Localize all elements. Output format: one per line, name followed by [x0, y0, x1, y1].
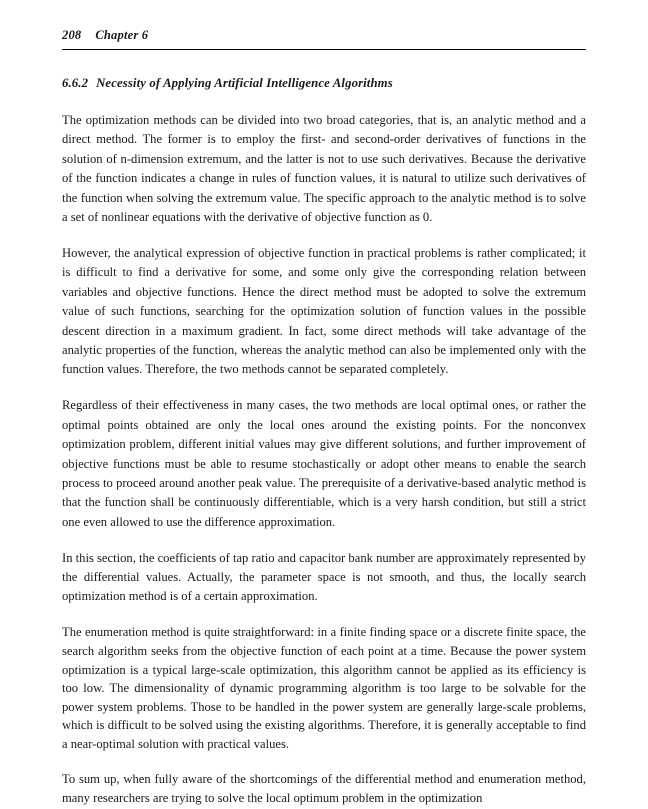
section-heading: [62, 76, 586, 91]
paragraph-1: The optimization methods can be divided into two broad categories, that is, an analytic method and a direct method. The former is to employ the first- and second-order derivatives of functions in the solution of n-dimension extremum, and the latter is not to use such derivatives. Because the derivative of the function indicates a change in rules of function values, it is natural to utilize such derivatives of the function when solving the extremum value. The specific approach to the analytic method is to solve a set of nonlinear equations with the derivative of objective function as 0.: [62, 113, 586, 225]
paragraph-5: The enumeration method is quite straightforward: in a finite finding space or a discrete finite space, the search algorithm seeks from the objective function of each point at a time. Because the power system optimization is a typical large-scale optimization, this algorithm cannot be applied as its efficiency is too low. The dimensionality of dynamic programming algorithm is too large to be solvable for the power system problems. Those to be handled in the power system are generally large-scale problems, which is difficult to be solved using the existing algorithms. Therefore, it is generally acceptable to find a near-optimal solution with practical values.: [62, 625, 586, 751]
section-number: 6.6.2: [62, 76, 89, 90]
section-title: Necessity of Applying Artificial Intelligence Algorithms: [96, 76, 393, 90]
page-folio: 208: [62, 28, 82, 42]
paragraph-6: To sum up, when fully aware of the shortcomings of the differential method and enumeration method, many researchers are trying to solve the local optimum problem in the optimization: [62, 772, 586, 806]
paragraph-2: However, the analytical expression of objective function in practical problems is rather complicated; it is difficult to find a derivative for some, and some only give the corresponding relation between variables and objective functions. Hence the direct method must be adopted to solve the extremum value of such functions, searching for the optimization solution of function values in the possible descent direction in a maximum gradient. In fact, some direct methods will take advantage of the analytic properties of the function, whereas the analytic method can also be implemented only with the function values. Therefore, the two methods cannot be separated completely.: [62, 245, 586, 377]
chapter-label: Chapter 6: [95, 28, 149, 42]
paragraph-3: Regardless of their effectiveness in many cases, the two methods are local optimal ones, or rather the optimal points obtained are only the local ones around the existing points. For the nonconvex optimization problem, different initial values may give different solutions, and further improvement of objective functions must be able to resume stochastically or adopt other means to enable the search process to proceed around another peak value. The prerequisite of a derivative-based analytic method is that the function shall be continuously differentiable, which is a very harsh condition, but still a strict one even allowed to use the difference approximation.: [62, 398, 586, 529]
header-rule: [62, 49, 586, 50]
running-head: [62, 28, 586, 49]
paragraph-4: In this section, the coefficients of tap ratio and capacitor bank number are approximately represented by the differential values. Actually, the parameter space is not smooth, and thus, the locally search optimization method is of a certain approximation.: [62, 550, 586, 604]
